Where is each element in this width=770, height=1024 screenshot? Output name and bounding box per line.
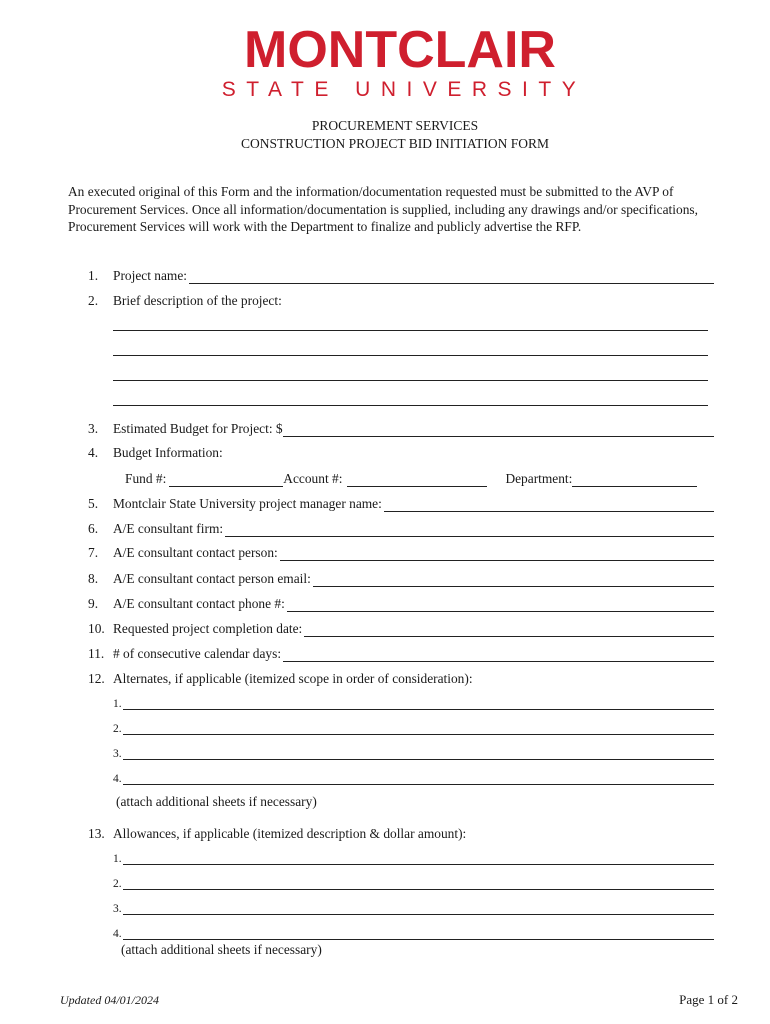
allowance-2-input[interactable] [123,877,714,890]
item-number: 3. [88,421,99,436]
description-line-4[interactable] [113,405,708,406]
completion-date-input[interactable] [304,622,714,637]
sub-number: 4. [113,773,122,785]
department-label: Department: [505,471,573,486]
intro-paragraph: An executed original of this Form and the information/documentation requested must be submitted to the AVP of Procurement Services. Once all information/documentation is supplied, including any drawings and/or specifications, Procurement Services will work with the Department to finalize and publicly advertise the RFP. [68,184,698,234]
logo-subtitle: STATE UNIVERSITY [221,78,587,101]
fund-input[interactable] [169,472,283,487]
field-label: A/E consultant contact phone #: [113,596,285,611]
field-project-manager [88,494,714,512]
field-label: # of consecutive calendar days: [113,646,282,661]
department-input[interactable] [572,472,697,487]
alternate-2 [113,719,714,735]
allowance-4-input[interactable] [123,927,714,940]
allowance-3 [113,899,714,915]
field-project-name [88,266,714,284]
item-number: 9. [88,596,99,611]
project-manager-input[interactable] [384,497,714,512]
page-number: Page 1 of 2 [679,992,738,1007]
item-number: 8. [88,571,99,586]
item-number: 2. [88,293,99,308]
description-line-3[interactable] [113,380,708,381]
item-number: 6. [88,521,99,536]
item-number: 4. [88,445,99,460]
department-heading: PROCUREMENT SERVICES [311,118,479,133]
ae-firm-input[interactable] [225,522,714,537]
description-line-1[interactable] [113,330,708,331]
logo-wordmark: MONTCLAIR [244,21,556,79]
estimated-budget-input[interactable] [283,422,714,437]
field-estimated-budget [88,419,714,437]
alternate-1-input[interactable] [123,697,714,710]
allowance-3-input[interactable] [123,902,714,915]
field-label: A/E consultant contact person email: [113,571,311,586]
field-label: Requested project completion date: [113,621,303,636]
sub-number: 2. [113,878,122,890]
alternates-attach-note: (attach additional sheets if necessary) [116,794,317,809]
field-ae-contact-phone [88,594,714,612]
field-label: Allowances, if applicable (itemized description & dollar amount): [113,826,467,841]
field-budget-information [88,443,714,461]
field-completion-date [88,619,714,637]
item-number: 5. [88,496,99,511]
field-project-description [88,291,714,309]
allowances-attach-note: (attach additional sheets if necessary) [121,942,322,957]
item-number: 7. [88,545,99,560]
field-label: Montclair State University project manager name: [113,496,382,511]
calendar-days-input[interactable] [283,647,714,662]
university-logo [0,21,770,102]
field-calendar-days [88,644,714,662]
field-label: Alternates, if applicable (itemized scope in order of consideration): [113,671,473,686]
alternate-1 [113,694,714,710]
alternate-3-input[interactable] [123,747,714,760]
sub-number: 4. [113,928,122,940]
field-ae-firm [88,519,714,537]
alternate-3 [113,744,714,760]
alternate-2-input[interactable] [123,722,714,735]
field-label: A/E consultant contact person: [113,545,278,560]
item-number: 11. [88,646,105,661]
field-ae-contact-email [88,569,714,587]
description-line-2[interactable] [113,355,708,356]
ae-contact-person-input[interactable] [280,546,714,561]
item-number: 10. [88,621,105,636]
field-ae-contact-person [88,543,714,561]
item-number: 13. [88,826,105,841]
account-label: Account #: [283,471,343,486]
ae-contact-email-input[interactable] [313,572,714,587]
account-input[interactable] [347,472,487,487]
field-label: Estimated Budget for Project: $ [113,421,283,436]
sub-number: 3. [113,748,122,760]
item-number: 12. [88,671,105,686]
ae-contact-phone-input[interactable] [287,597,714,612]
form-title: CONSTRUCTION PROJECT BID INITIATION FORM [240,136,549,151]
sub-number: 2. [113,723,122,735]
item-number: 1. [88,268,99,283]
field-label: Project name: [113,268,187,283]
project-name-input[interactable] [189,269,714,284]
fund-label: Fund #: [125,471,167,486]
alternate-4 [113,769,714,785]
field-label: Budget Information: [113,445,223,460]
allowance-2 [113,874,714,890]
allowance-1 [113,849,714,865]
field-alternates [88,669,714,687]
sub-number: 1. [113,853,122,865]
allowance-4 [113,924,714,940]
sub-number: 3. [113,903,122,915]
field-label: A/E consultant firm: [113,521,224,536]
allowance-1-input[interactable] [123,852,714,865]
field-allowances [88,824,714,842]
updated-date: Updated 04/01/2024 [60,993,159,1007]
budget-fields [125,469,715,487]
field-label: Brief description of the project: [113,293,282,308]
alternate-4-input[interactable] [123,772,714,785]
sub-number: 1. [113,698,122,710]
